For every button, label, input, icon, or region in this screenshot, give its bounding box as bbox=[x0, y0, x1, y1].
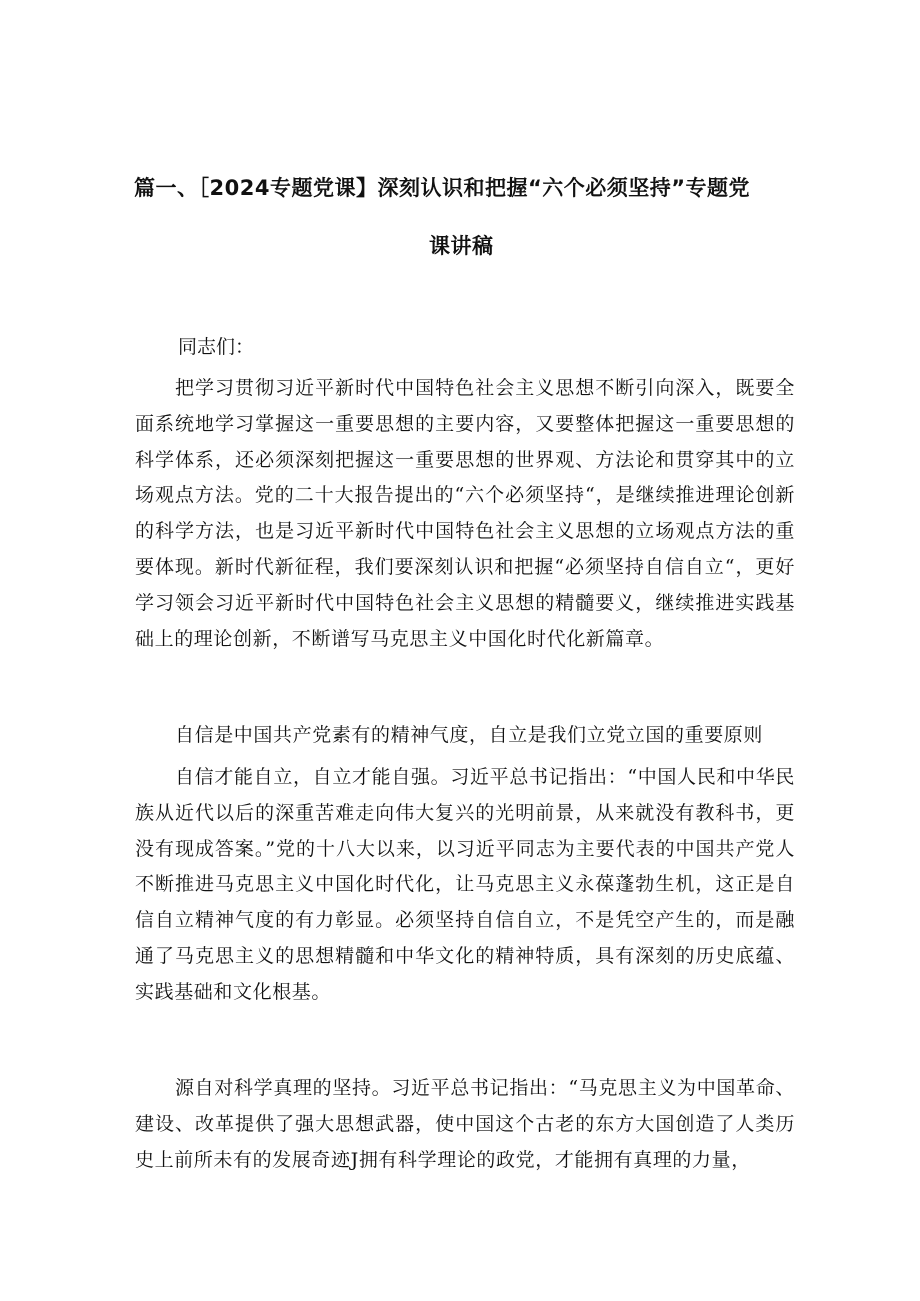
paragraph-self-confidence: 自信才能自立，自立才能自强。习近平总书记指出：“中国人民和中华民族从近代以后的深重苦难走向伟大复兴的光明前景，从来就没有教科书，更没有现成答案。”党的十八大以来，以习近平同志为主要代表的中国共产党人不断推进马克思主义中国化时代化，让马克思主义永葆蓬勃生机，这正是自信自立精神气度的有力彰显。必须坚持自信自立，不是凭空产生的，而是融通了马克思主义的思想精髓和中华文化的精神特质，具有深刻的历史底蕴、实践基础和文化根基。 bbox=[135, 766, 795, 1003]
section-heading: 自信是中国共产党素有的精神气度，自立是我们立党立国的重要原则 bbox=[175, 724, 764, 746]
document-title-line-1: 篇一、［2024专题党课】深刻认识和把握“六个必须坚持”专题党 bbox=[134, 176, 751, 200]
document-title-line-2: 课讲稿 bbox=[429, 234, 494, 258]
paragraph-scientific-truth: 源自对科学真理的坚持。习近平总书记指出：“马克思主义为中国革命、建设、改革提供了强大思想武器，使中国这个古老的东方大国创造了人类历史上前所未有的发展奇迹J拥有科学理论的政党，才能拥有真理的力量， bbox=[135, 1077, 795, 1171]
paragraph-intro: 把学习贯彻习近平新时代中国特色社会主义思想不断引向深入，既要全面系统地学习掌握这一重要思想的主要内容，又要整体把握这一重要思想的科学体系，还必须深刻把握这一重要思想的世界观、方法论和贯穿其中的立场观点方法。党的二十大报告提出的“六个必须坚持“，是继续推进理论创新的科学方法，也是习近平新时代中国特色社会主义思想的立场观点方法的重要体现。新时代新征程，我们要深刻认识和把握“必须坚持自信自立“，更好学习领会习近平新时代中国特色社会主义思想的精髓要义，继续推进实践基础上的理论创新，不断谱写马克思主义中国化时代化新篇章。 bbox=[135, 377, 795, 650]
salutation: 同志们： bbox=[178, 336, 255, 358]
